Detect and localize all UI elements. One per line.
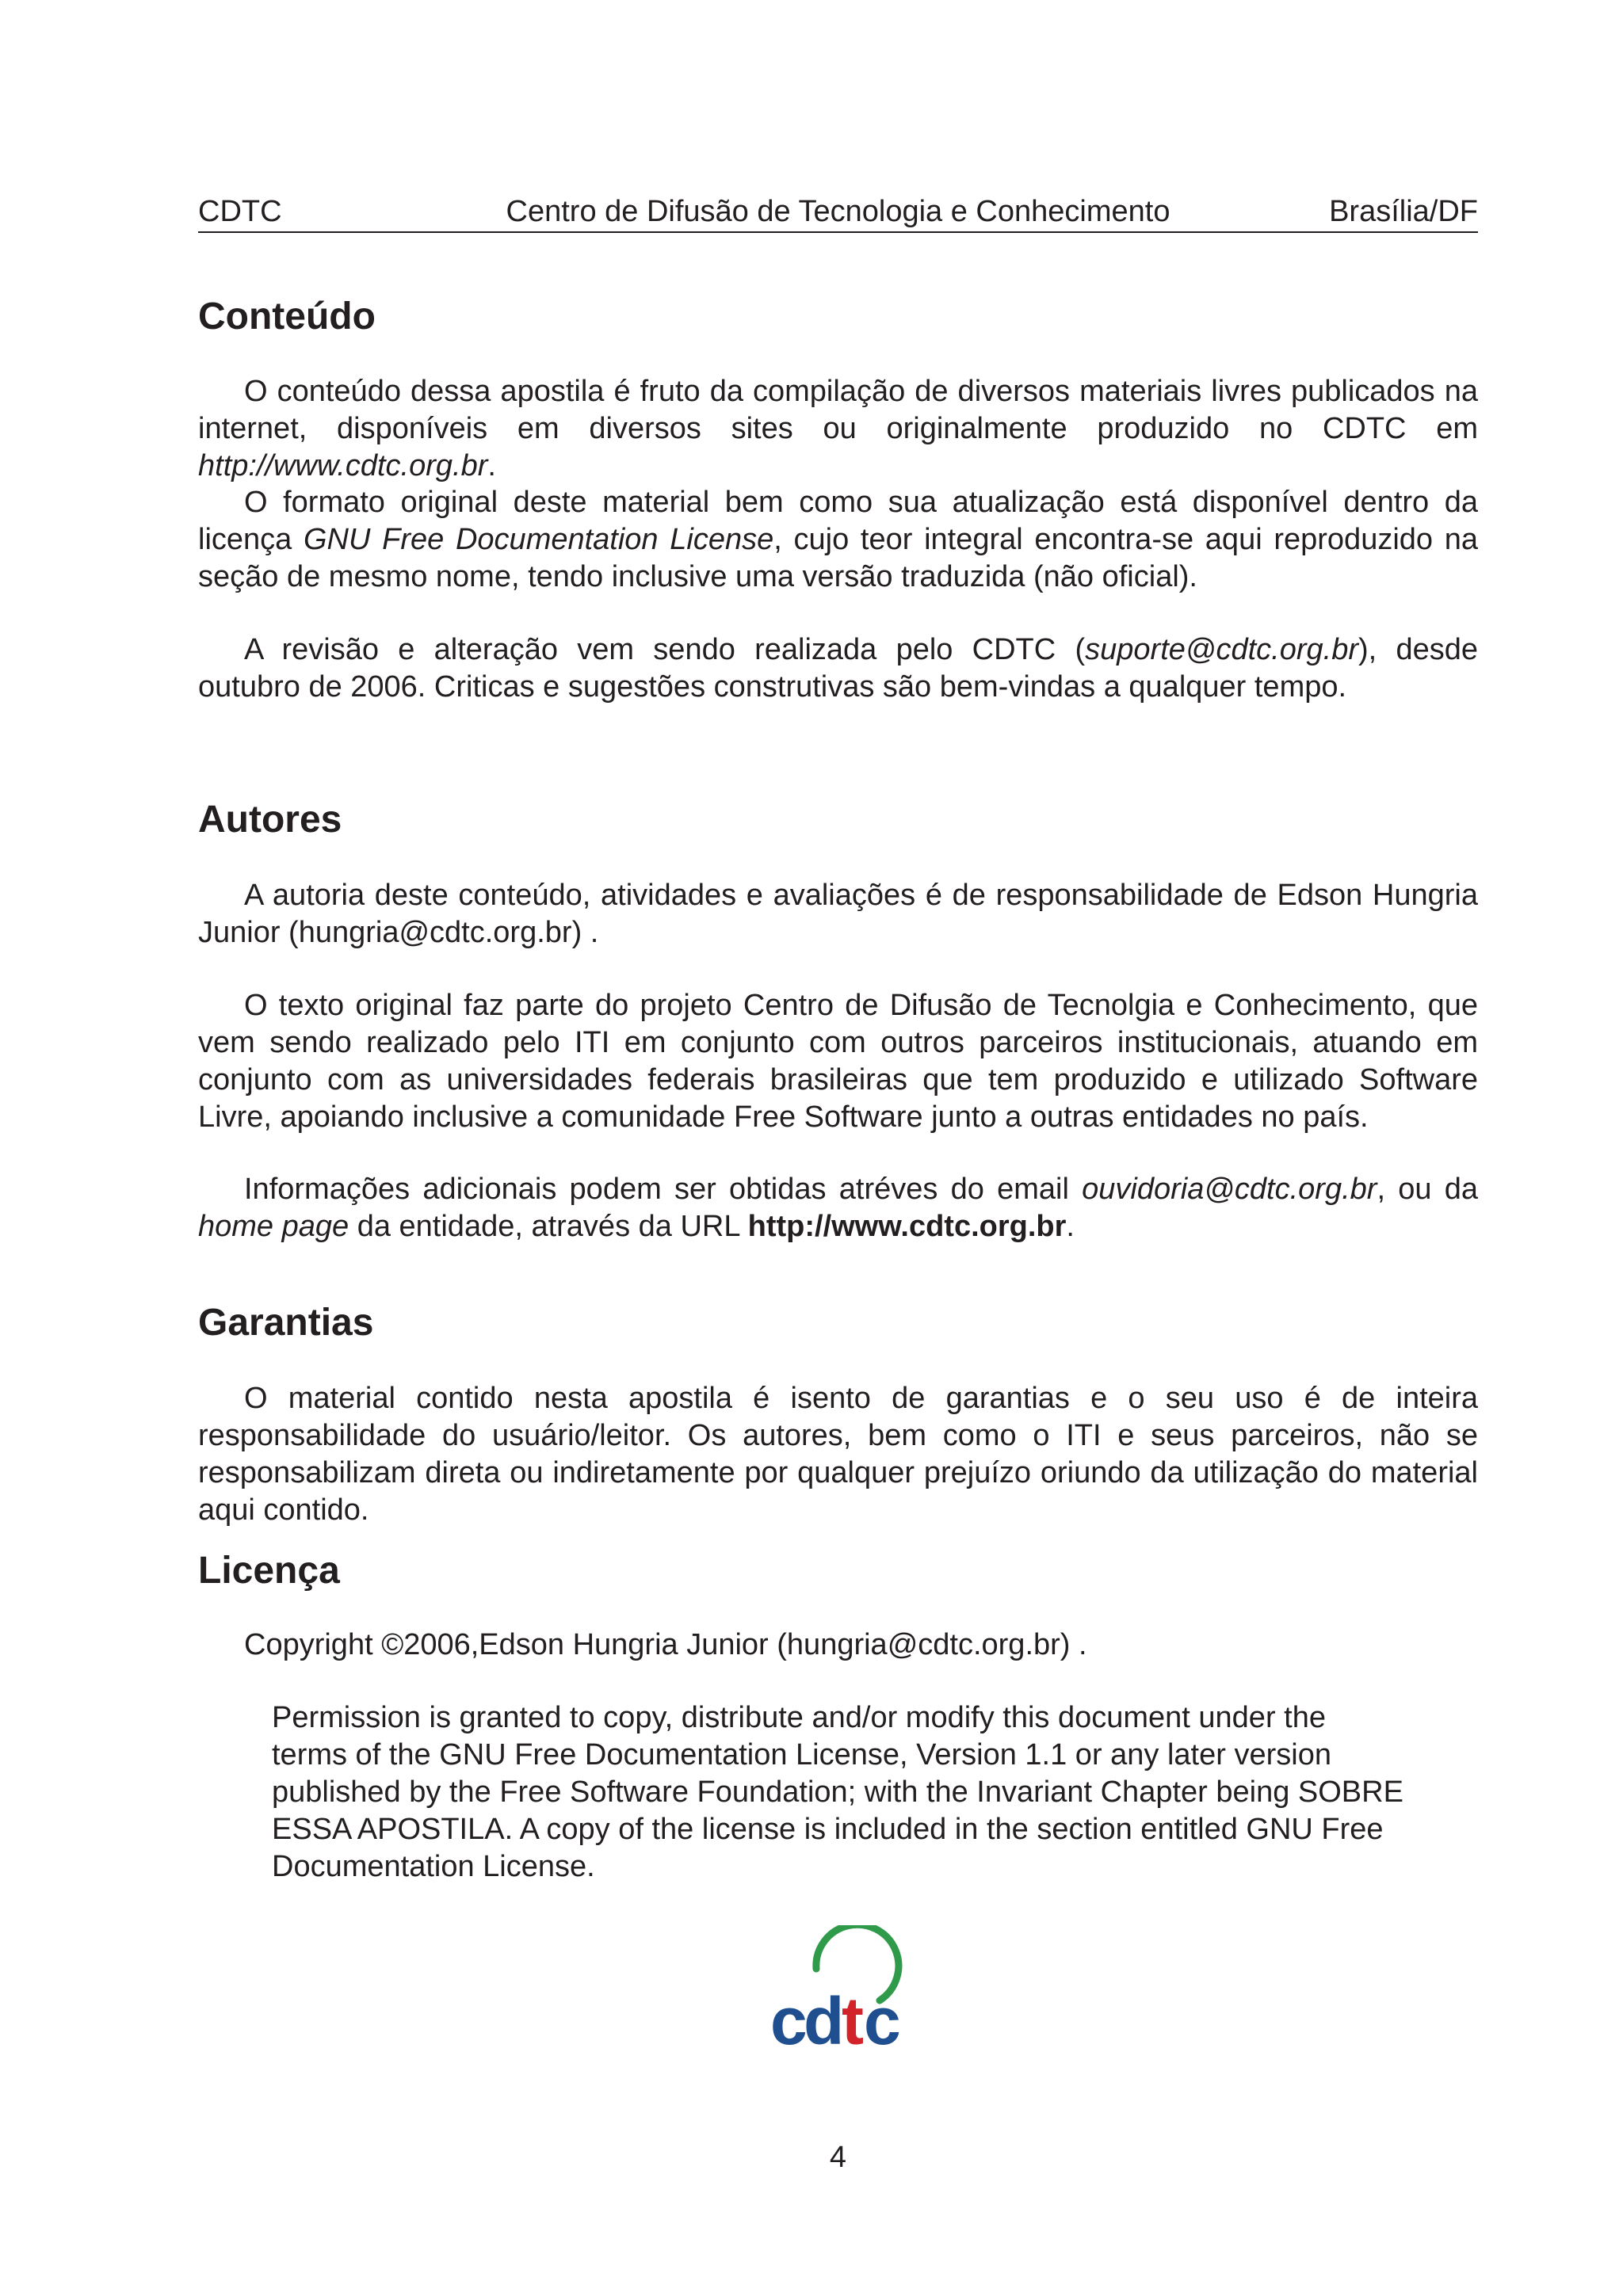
copyright-line: Copyright ©2006,Edson Hungria Junior (hungria@cdtc.org.br) .: [244, 1628, 1087, 1661]
conteudo-paragraph-1: O conteúdo dessa apostila é fruto da compilação de diversos materiais livres publicados na internet, disponíveis em diversos sites ou originalmente produzido no CDTC em http://www.cdtc.org.br.: [198, 375, 1478, 482]
cdtc-url-bold[interactable]: http://www.cdtc.org.br: [747, 1210, 1067, 1243]
document-page: [198, 0, 1478, 2296]
autores-paragraph-1: A autoria deste conteúdo, atividades e avaliações é de responsabilidade de Edson Hungria Junior (hungria@cdtc.org.br) .: [198, 879, 1478, 949]
conteudo-paragraph-3: A revisão e alteração vem sendo realizada pelo CDTC (suporte@cdtc.org.br), desde outubro de 2006. Criticas e sugestões construtivas são bem-vindas a qualquer tempo.: [198, 633, 1478, 704]
cdtc-logo: [769, 1925, 907, 2060]
logo-letter-t: t: [842, 1984, 864, 2058]
permission-notice: Permission is granted to copy, distribute and/or modify this document under the terms of the GNU Free Documentation License, Version 1.1 or any later version published by the Free Software Foundation; with the Invariant Chapter being SOBRE ESSA APOSTILA. A copy of the license is included in the section entitled GNU Free Documentation License.: [272, 1701, 1403, 1883]
suporte-email[interactable]: suporte@cdtc.org.br: [1085, 633, 1358, 666]
header-left: CDTC: [198, 195, 282, 228]
cdtc-logo-graphic: [769, 1925, 907, 2060]
home-page-term: home page: [198, 1210, 349, 1243]
garantias-paragraph-1: O material contido nesta apostila é isento de garantias e o seu uso é de inteira responsabilidade do usuário/leitor. Os autores, bem como o ITI e seus parceiros, não se responsabilizam direta ou indiretamente por qualquer prejuízo oriundo da utilização do material aqui contido.: [198, 1382, 1478, 1527]
cdtc-url[interactable]: http://www.cdtc.org.br: [198, 449, 488, 482]
page-number: 4: [829, 2141, 847, 2174]
autores-paragraph-2: O texto original faz parte do projeto Centro de Difusão de Tecnolgia e Conhecimento, que vem sendo realizado pelo ITI em conjunto com outros parceiros institucionais, atuando em conjunto com as universidades federais brasileiras que tem produzido e utilizado Software Livre, apoiando inclusive a comunidade Free Software junto a outras entidades no país.: [198, 989, 1478, 1134]
running-header: [198, 192, 1478, 233]
logo-letter-c2: c: [864, 1984, 901, 2058]
header-right: Brasília/DF: [1329, 195, 1478, 228]
autores-paragraph-3: Informações adicionais podem ser obtidas atréves do email ouvidoria@cdtc.org.br, ou da home page da entidade, através da URL http://www.cdtc.org.br.: [198, 1173, 1478, 1243]
ouvidoria-email[interactable]: ouvidoria@cdtc.org.br: [1082, 1173, 1377, 1206]
gfdl-name: GNU Free Documentation License: [304, 523, 774, 556]
logo-letter-c: c: [770, 1984, 808, 2058]
section-title-autores: Autores: [198, 799, 342, 841]
section-title-licenca: Licença: [198, 1550, 340, 1592]
conteudo-paragraph-2: O formato original deste material bem como sua atualização está disponível dentro da licença GNU Free Documentation License, cujo teor integral encontra-se aqui reproduzido na seção de mesmo nome, tendo inclusive uma versão traduzida (não oficial).: [198, 486, 1479, 593]
header-center: Centro de Difusão de Tecnologia e Conhecimento: [506, 195, 1170, 228]
section-title-conteudo: Conteúdo: [198, 296, 376, 338]
logo-letter-d: d: [804, 1984, 845, 2058]
section-title-garantias: Garantias: [198, 1302, 374, 1344]
